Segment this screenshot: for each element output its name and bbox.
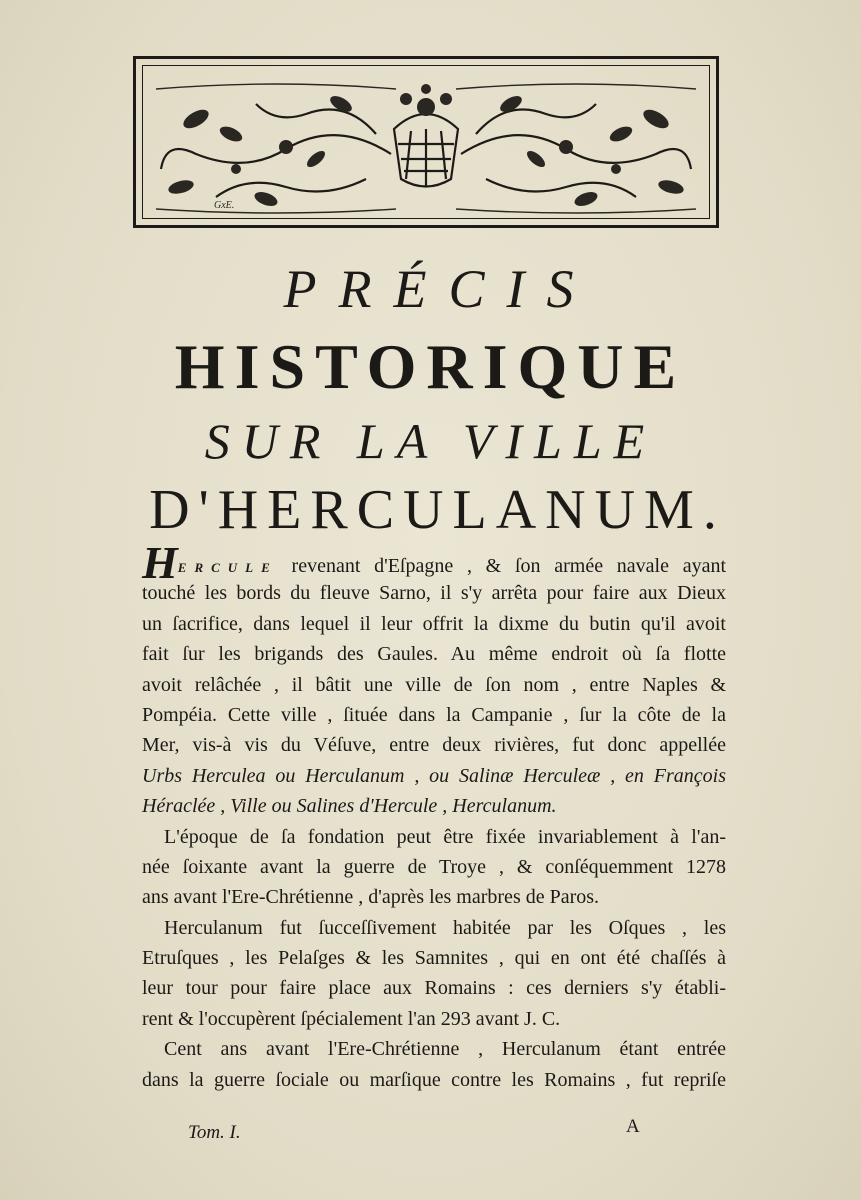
text-line: Cent ans avant l'Ere-Chrétienne , Herculanum étant entrée — [164, 1038, 726, 1061]
text-line: Mer, vis-à vis du Véſuve, entre deux rivières, fut donc appellée — [142, 734, 726, 757]
text-line: un ſacrifice, dans lequel il leur offrit la dixme du butin qu'il avoit — [142, 612, 726, 635]
text-line: Pompéia. Cette ville , ſituée dans la Campanie , ſur la côte de la — [142, 703, 726, 726]
ornament-right-scroll — [461, 135, 691, 169]
text-line: leur tour pour faire place aux Romains : ces derniers s'y établi- — [142, 977, 726, 1000]
text-line: touché les bords du fleuve Sarno, il s'y arrêta pour faire aux Dieux — [142, 582, 726, 605]
first-word-smallcaps: ERCULE — [177, 560, 278, 575]
engraver-mark: GxE. — [214, 200, 235, 211]
text-line: Héraclée , Ville ou Salines d'Hercule , Herculanum. — [142, 795, 557, 818]
text-line: dans la guerre ſociale ou marſique contre les Romains , fut repriſe — [142, 1068, 726, 1091]
volume-signature: Tom. I. — [188, 1122, 241, 1143]
title-historique: HISTORIQUE — [174, 331, 687, 402]
text-line: L'époque de ſa fondation peut être fixée invariablement à l'an- — [164, 825, 726, 848]
text-line-content: revenant d'Eſpagne , & ſon armée navale ayant — [291, 555, 727, 577]
text-line — [142, 537, 727, 588]
gathering-signature: A — [626, 1116, 640, 1137]
text-line: avoit relâchée , il bâtit une ville de ſon nom , entre Naples & — [142, 673, 726, 696]
text-line: rent & l'occupèrent ſpécialement l'an 293 avant J. C. — [142, 1007, 561, 1030]
body-text — [142, 537, 727, 1095]
drop-cap: H — [142, 537, 178, 588]
text-line: Herculanum fut ſucceſſivement habitée par les Oſques , les — [164, 916, 726, 939]
text-line: Etruſques , les Pelaſges & les Samnites , qui en ont été chaſſés à — [142, 947, 726, 970]
text-line: fait ſur les brigands des Gaules. Au même endroit où ſa flotte — [142, 643, 726, 666]
text-line: ans avant l'Ere-Chrétienne , d'après les marbres de Paros. — [142, 886, 600, 909]
headpiece-ornament — [133, 56, 719, 228]
title-herculanum: D'HERCULANUM. — [149, 479, 726, 541]
title-precis: PRÉCIS — [283, 259, 596, 319]
ornament-left-scroll — [161, 135, 391, 169]
title-sur-la-ville: SUR LA VILLE — [204, 413, 657, 469]
text-line: Urbs Herculea ou Herculanum , ou Salinæ Herculeæ , en François — [142, 764, 726, 787]
text-line: née ſoixante avant la guerre de Troye , & conſéquemment 1278 — [142, 855, 726, 878]
